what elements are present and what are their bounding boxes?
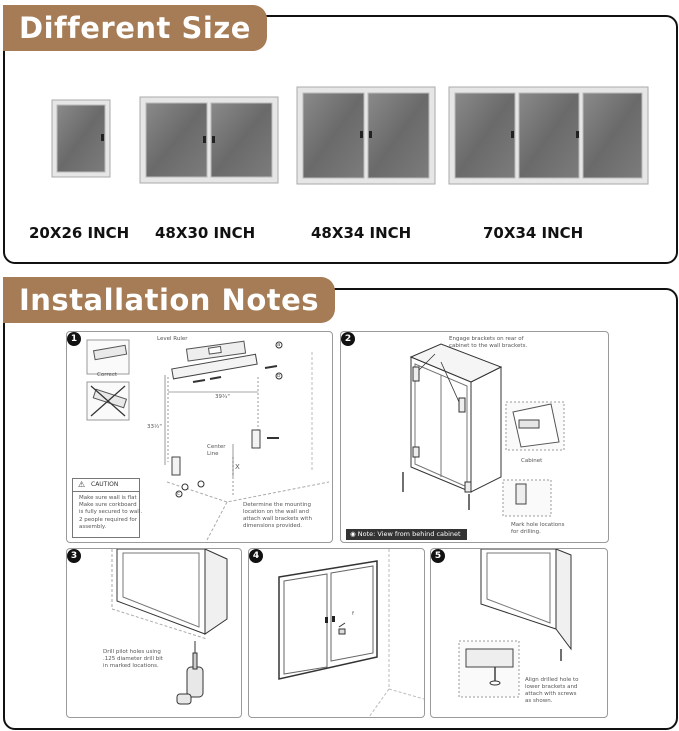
step-2-number: 2 — [341, 332, 355, 346]
step-3-drill-text: Drill pilot holes using .125 diameter drill bit in marked locations. — [103, 649, 163, 669]
step-4-number: 4 — [249, 549, 263, 563]
cabinet-48x34 — [297, 87, 435, 184]
sizes-section-title: Different Size — [3, 5, 267, 51]
cabinet-70x34 — [449, 87, 648, 184]
size-label-2: 48X30 INCH — [155, 224, 256, 242]
step-4-diagram — [248, 548, 425, 718]
step-5-number: 5 — [431, 549, 445, 563]
step-1-dim-width: 39¾" — [215, 394, 230, 400]
size-label-3: 48X34 INCH — [311, 224, 412, 242]
step-1-center-line: Center Line — [207, 444, 226, 457]
step-1-callout-c: c — [177, 491, 181, 497]
eye-icon: ◉ — [350, 530, 358, 538]
caution-item-1: Make sure wall is flat — [79, 495, 137, 501]
caution-header — [73, 479, 139, 492]
step-3-drawing — [67, 549, 241, 717]
step-1-callout-a: a — [277, 342, 281, 348]
size-label-1: 20X26 INCH — [29, 224, 130, 242]
install-section-title: Installation Notes — [3, 277, 335, 323]
caution-item-2: Make sure corkboard is fully secured to wall. — [79, 502, 143, 515]
step-3-diagram — [66, 548, 242, 718]
step-1-determine-text: Determine the mounting location on the wall and attach wall brackets with dimensions provided. — [243, 502, 312, 529]
step-5-align-text: Align drilled hole to lower brackets and attach with screws as shown. — [525, 677, 579, 704]
step-1-diagram — [66, 331, 333, 543]
step-2-diagram — [340, 331, 609, 543]
step-2-mark-holes: Mark hole locations for drilling. — [511, 522, 565, 535]
step-5-diagram — [430, 548, 608, 718]
step-3-number: 3 — [67, 549, 81, 563]
step-2-note-text: Note: View from behind cabinet — [357, 530, 461, 538]
caution-item-3: 2 people required for assembly. — [79, 517, 137, 530]
cabinet-20x26 — [52, 100, 110, 177]
step-1-level-ruler-label: Level Ruler — [157, 336, 188, 342]
caution-title: CAUTION — [91, 481, 119, 488]
step-1-dim-height: 33½" — [147, 424, 162, 430]
step-2-drawing — [341, 332, 608, 542]
step-1-caution-box — [72, 478, 143, 538]
step-5-drawing — [431, 549, 607, 717]
warning-icon: ⚠ — [78, 480, 86, 489]
step-1-callout-b: b — [277, 373, 281, 379]
cabinet-48x30 — [140, 97, 278, 183]
step-2-cabinet-label: Cabinet — [521, 458, 543, 464]
step-1-correct-label: Correct — [97, 372, 118, 378]
step-4-callout-f: f — [352, 611, 354, 617]
size-label-4: 70X34 INCH — [483, 224, 584, 242]
step-1-number: 1 — [67, 332, 81, 346]
step-2-engage-text: Engage brackets on rear of cabinet to the wall brackets. — [449, 336, 528, 349]
step-4-drawing — [249, 549, 424, 717]
step-2-note-bar — [346, 529, 467, 540]
size-cabinets — [0, 0, 679, 260]
step-1-x-mark: X — [235, 463, 240, 471]
